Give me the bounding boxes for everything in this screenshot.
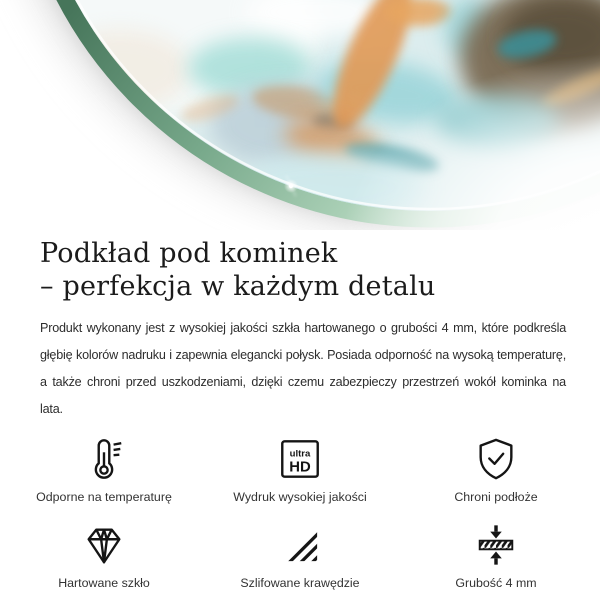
feature-temperature bbox=[6, 435, 202, 505]
feature-grid bbox=[0, 435, 600, 590]
shield-check-icon bbox=[473, 435, 519, 483]
page-title-line2: – perfekcja w każdym detalu bbox=[40, 271, 436, 302]
feature-label: Wydruk wysokiej jakości bbox=[233, 490, 367, 504]
feature-label: Chroni podłoże bbox=[454, 490, 538, 504]
product-image-container bbox=[0, 0, 600, 230]
feature-tempered-glass bbox=[6, 521, 202, 591]
page-title-line1: Podkład pod kominek bbox=[40, 238, 338, 269]
feature-label: Hartowane szkło bbox=[58, 575, 150, 590]
ultra-hd-icon bbox=[277, 435, 323, 483]
feature-thickness bbox=[398, 521, 594, 591]
feature-print-quality bbox=[202, 435, 398, 505]
polished-edge-icon bbox=[277, 521, 323, 569]
feature-label: Odporne na temperaturę bbox=[36, 490, 172, 504]
thickness-icon bbox=[473, 521, 519, 569]
feature-polished-edges bbox=[202, 521, 398, 591]
feature-label: Szlifowane krawędzie bbox=[240, 575, 360, 590]
feature-label: Grubość 4 mm bbox=[455, 575, 537, 590]
description-content bbox=[0, 237, 600, 423]
svg-text:ultra: ultra bbox=[289, 448, 311, 460]
page-title bbox=[40, 237, 560, 303]
product-description-text: Produkt wykonany jest z wysokiej jakości szkła hartowanego o grubości 4 mm, które podkreśla głębię kolorów nadruku i zapewnia elegancki połysk. Posiada odporność na wysoką temperaturę, a także chroni przed uszkodzeniami, dzięki czemu zabezpieczy przestrzeń wokół kominka na lata. bbox=[40, 321, 566, 416]
svg-text:HD: HD bbox=[289, 459, 311, 476]
feature-protects-floor bbox=[398, 435, 594, 505]
white-vignette bbox=[0, 0, 600, 230]
diamond-icon bbox=[81, 521, 127, 569]
thermometer-icon bbox=[81, 435, 127, 483]
product-image bbox=[0, 0, 600, 230]
